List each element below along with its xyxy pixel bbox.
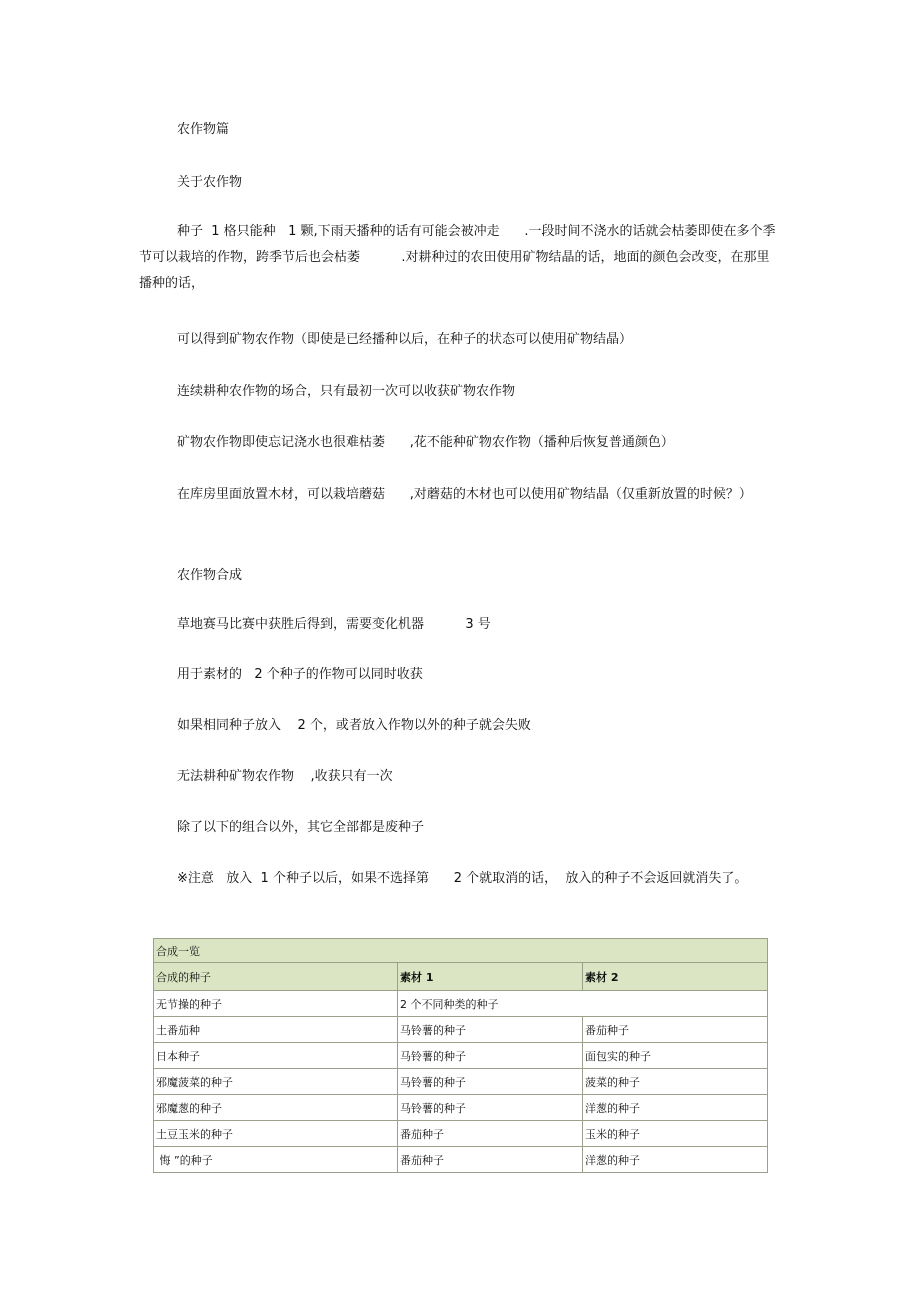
cell-seed: 日本种子 <box>154 1043 398 1069</box>
cell-seed: 土豆玉米的种子 <box>154 1121 398 1147</box>
table-row <box>154 1121 768 1147</box>
cell-seed: 悔 ”的种子 <box>154 1147 398 1173</box>
table-header-row <box>154 963 768 991</box>
cell-seed: 邪魔葱的种子 <box>154 1095 398 1121</box>
cell-material-1: 番茄种子 <box>398 1121 583 1147</box>
cell-material-2: 洋葱的种子 <box>583 1147 768 1173</box>
header-synthesized-seed: 合成的种子 <box>154 963 398 991</box>
cell-material-any: 2 个不同种类的种子 <box>398 991 768 1017</box>
table-row <box>154 1095 768 1121</box>
paragraph-single-harvest: 无法耕种矿物农作物 ,收获只有一次 <box>177 769 393 784</box>
cell-material-2: 面包实的种子 <box>583 1043 768 1069</box>
paragraph-mineral-crops: 可以得到矿物农作物（即使是已经播种以后，在种子的状态可以使用矿物结晶） <box>177 332 633 347</box>
table-row <box>154 1147 768 1173</box>
cell-material-1: 马铃薯的种子 <box>398 1095 583 1121</box>
cell-seed: 土番茄种 <box>154 1017 398 1043</box>
cell-material-2: 番茄种子 <box>583 1017 768 1043</box>
cell-material-2: 菠菜的种子 <box>583 1069 768 1095</box>
cell-material-1: 马铃薯的种子 <box>398 1017 583 1043</box>
synthesis-table <box>153 938 768 1173</box>
section-heading-synthesis: 农作物合成 <box>177 568 243 583</box>
cell-material-1: 马铃薯的种子 <box>398 1069 583 1095</box>
paragraph-withering: 矿物农作物即使忘记浇水也很难枯萎 ,花不能种矿物农作物（播种后恢复普通颜色） <box>177 435 674 450</box>
table-title: 合成一览 <box>154 939 768 963</box>
cell-material-2: 洋葱的种子 <box>583 1095 768 1121</box>
table-row <box>154 1069 768 1095</box>
table-row <box>154 1017 768 1043</box>
header-material-2: 素材 2 <box>583 963 768 991</box>
paragraph-failure-condition: 如果相同种子放入 2 个，或者放入作物以外的种子就会失败 <box>177 718 531 733</box>
paragraph-material-harvest: 用于素材的 2 个种子的作物可以同时收获 <box>177 667 423 682</box>
table-row <box>154 1043 768 1069</box>
cell-material-2: 玉米的种子 <box>583 1121 768 1147</box>
table-title-row <box>154 939 768 963</box>
paragraph-seed-rules: 种子 1 格只能种 1 颗,下雨天播种的话有可能会被冲走 .一段时间不浇水的话就会枯萎即使在多个季节可以栽培的作物，跨季节后也会枯萎 .对耕种过的农田使用矿物结晶的话，地面的颜色会改变，在那里播种的话， <box>139 224 776 291</box>
paragraph-waste-seeds: 除了以下的组合以外，其它全部都是废种子 <box>177 820 425 835</box>
cell-material-1: 番茄种子 <box>398 1147 583 1173</box>
section-heading-about-crops: 关于农作物 <box>177 175 243 190</box>
paragraph-obtain-machine: 草地赛马比赛中获胜后得到，需要变化机器 3 号 <box>177 617 491 632</box>
paragraph-mushroom-wood: 在库房里面放置木材，可以栽培蘑菇 ,对蘑菇的木材也可以使用矿物结晶（仅重新放置的时候？） <box>177 487 752 502</box>
document-title: 农作物篇 <box>177 122 230 137</box>
cell-seed: 邪魔菠菜的种子 <box>154 1069 398 1095</box>
paragraph-note: ※注意 放入 1 个种子以后，如果不选择第 2 个就取消的话， 放入的种子不会返回就消失了。 <box>177 871 748 886</box>
cell-material-1: 马铃薯的种子 <box>398 1043 583 1069</box>
header-material-1: 素材 1 <box>398 963 583 991</box>
cell-seed: 无节操的种子 <box>154 991 398 1017</box>
table-row <box>154 991 768 1017</box>
paragraph-continuous-planting: 连续耕种农作物的场合，只有最初一次可以收获矿物农作物 <box>177 384 516 399</box>
